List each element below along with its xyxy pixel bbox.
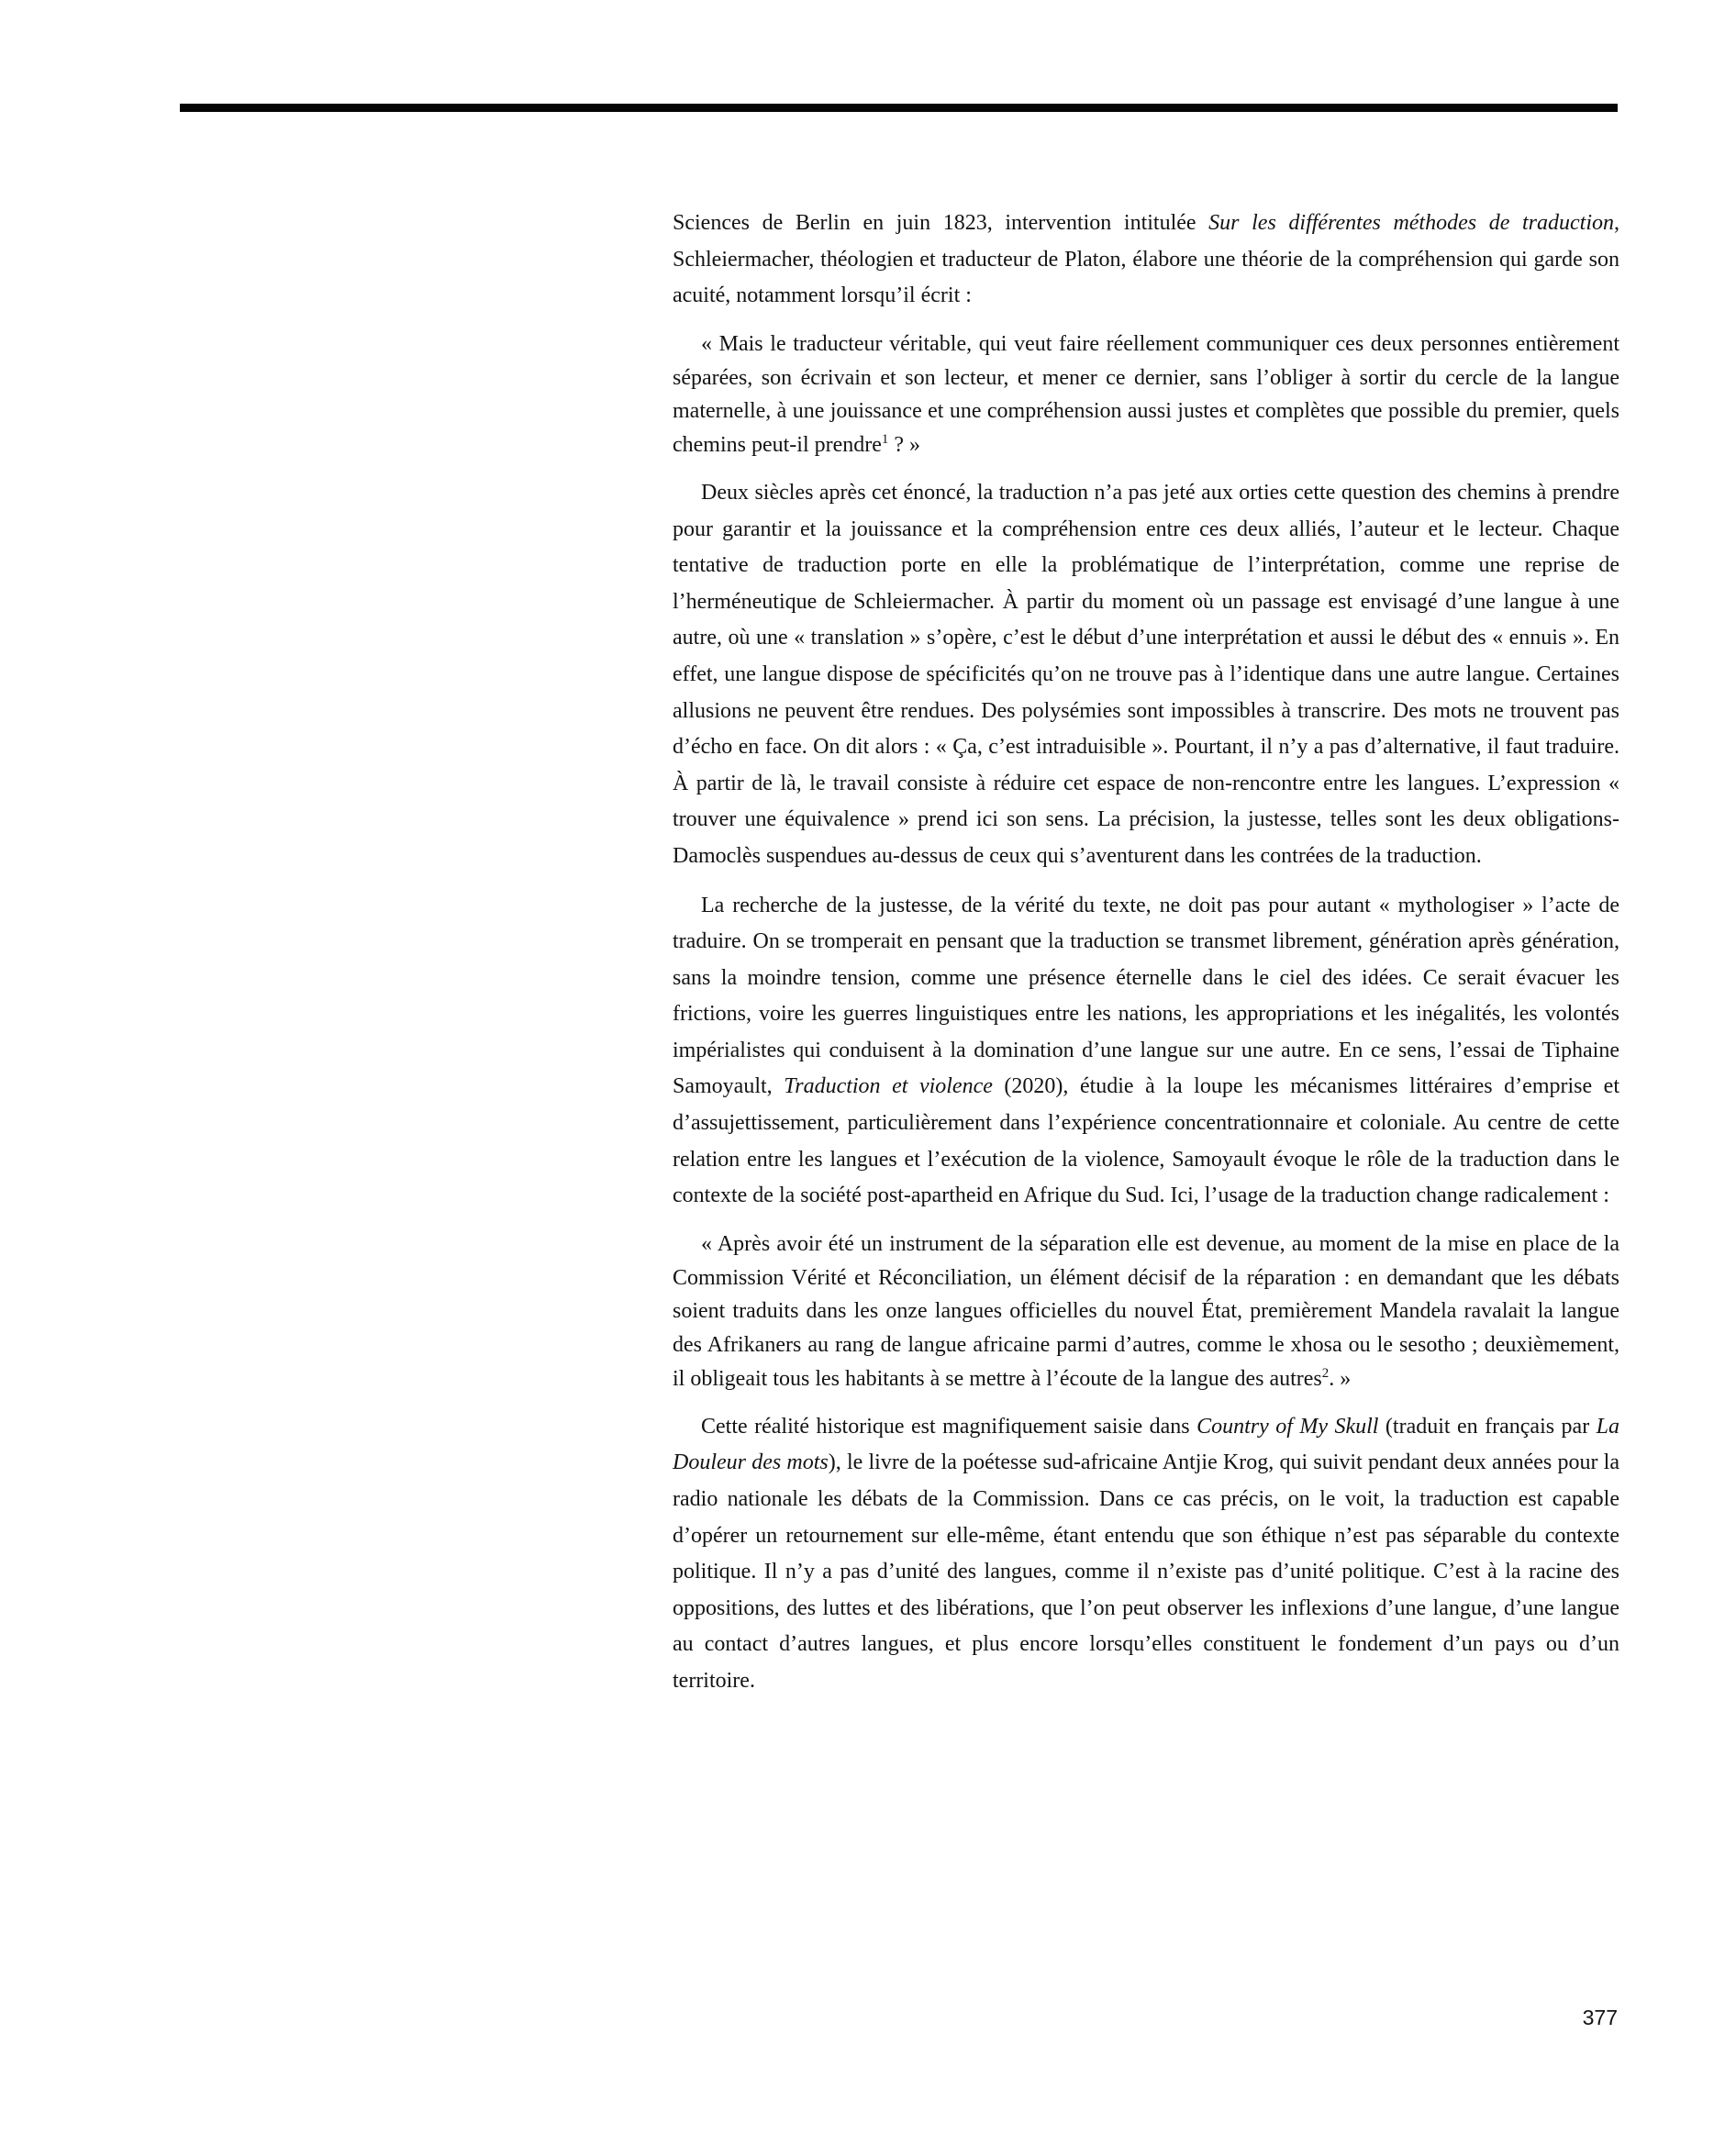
text-run: , Schleiermacher, théologien et traducteur de Platon, élabore une théorie de la compréhension qui garde son acuité, notamment lorsqu’il écrit : <box>673 211 1619 308</box>
quote-paragraph <box>673 1228 1619 1396</box>
text-run: « Mais le traducteur véritable, qui veut faire réellement communiquer ces deux personnes entièrement séparées, son écrivain et son lecteur, et mener ce dernier, sans l’obliger à sortir du cercle de la langue maternelle, à une jouissance et une compréhension aussi justes et complètes que possible du premier, quels chemins peut-il prendre <box>673 331 1619 458</box>
text-run: Cette réalité historique est magnifiquement saisie dans <box>701 1414 1197 1439</box>
body-paragraph <box>673 475 1619 875</box>
text-run: (traduit en français par <box>1378 1414 1597 1439</box>
italic-title: Sur les différentes méthodes de traduction <box>1208 211 1614 235</box>
italic-title: La Douleur des mots <box>673 1414 1620 1475</box>
body-paragraph <box>673 1409 1619 1700</box>
text-run: (2020), étudie à la loupe les mécanismes littéraires d’emprise et d’assujettissement, particulièrement dans l’expérience concentrationnaire et coloniale. Au centre de cette relation entre les langues et l’exécution de la violence, Samoyault évoque le rôle de la traduction dans le contexte de la société post-apartheid en Afrique du Sud. Ici, l’usage de la traduction change radicalement : <box>673 1074 1620 1208</box>
text-run: La recherche de la justesse, de la vérité du texte, ne doit pas pour autant « mythologiser » l’acte de traduire. On se tromperait en pensant que la traduction se transmet librement, génération après génération, sans la moindre tension, comme une présence éternelle dans le ciel des idées. Ce serait évacuer les frictions, voire les guerres linguistiques entre les nations, les appropriations et les inégalités, les volontés impérialistes qui conduisent à la domination d’une langue sur une autre. En ce sens, l’essai de Tiphaine Samoyault, <box>673 893 1619 1099</box>
text-run: ? » <box>888 433 921 458</box>
italic-title: Traduction et violence <box>784 1074 993 1099</box>
chapter-top-rule <box>180 104 1618 112</box>
text-run: . » <box>1329 1367 1352 1392</box>
page-number: 377 <box>1582 2006 1618 2029</box>
quote-paragraph <box>673 328 1619 462</box>
italic-title: Country of My Skull <box>1196 1414 1379 1439</box>
text-block <box>673 206 1619 1700</box>
text-run: ), le livre de la poétesse sud-africaine Antjie Krog, qui suivit pendant deux années pour la radio nationale les débats de la Commission. Dans ce cas précis, on le voit, la traduction est capable d’opérer un retournement sur elle-même, étant entendu que son éthique n’est pas séparable du contexte politique. Il n’y a pas d’unité des langues, comme il n’existe pas d’unité politique. C’est à la racine des oppositions, des luttes et des libérations, que l’on peut observer les inflexions d’une langue, d’une langue au contact d’autres langues, et plus encore lorsqu’elles constituent le fondement d’un pays ou d’un territoire. <box>673 1450 1619 1693</box>
footnote-marker: 1 <box>881 432 889 448</box>
body-paragraph <box>673 888 1619 1215</box>
body-paragraph <box>673 206 1619 315</box>
text-run: « Après avoir été un instrument de la séparation elle est devenue, au moment de la mise en place de la Commission Vérité et Réconciliation, un élément décisif de la réparation : en demandant que les débats soient traduits dans les onze langues officielles du nouvel État, premièrement Mandela ravalait la langue des Afrikaners au rang de langue africaine parmi d’autres, comme le xhosa ou le sesotho ; deuxièmement, il obligeait tous les habitants à se mettre à l’écoute de la langue des autres <box>673 1231 1619 1392</box>
text-run: Sciences de Berlin en juin 1823, intervention intitulée <box>673 211 1209 235</box>
footnote-marker: 2 <box>1321 1366 1330 1382</box>
text-run: Deux siècles après cet énoncé, la traduction n’a pas jeté aux orties cette question des chemins à prendre pour garantir et la jouissance et la compréhension entre ces deux alliés, l’auteur et le lecteur. Chaque tentative de traduction porte en elle la problématique de l’interprétation, comme une reprise de l’herméneutique de Schleiermacher. À partir du moment où un passage est envisagé d’une langue à une autre, où une « translation » s’opère, c’est le début d’une interprétation et aussi le début des « ennuis ». En effet, une langue dispose de spécificités qu’on ne trouve pas à l’identique dans une autre langue. Certaines allusions ne peuvent être rendues. Des polysémies sont impossibles à transcrire. Des mots ne trouvent pas d’écho en face. On dit alors : « Ça, c’est intraduisible ». Pourtant, il n’y a pas d’alternative, il faut traduire. À partir de là, le travail consiste à réduire cet espace de non-rencontre entre les langues. L’expression « trouver une équivalence » prend ici son sens. La précision, la justesse, telles sont les deux obligations-Damoclès suspendues au-dessus de ceux qui s’aventurent dans les contrées de la traduction. <box>673 480 1619 868</box>
